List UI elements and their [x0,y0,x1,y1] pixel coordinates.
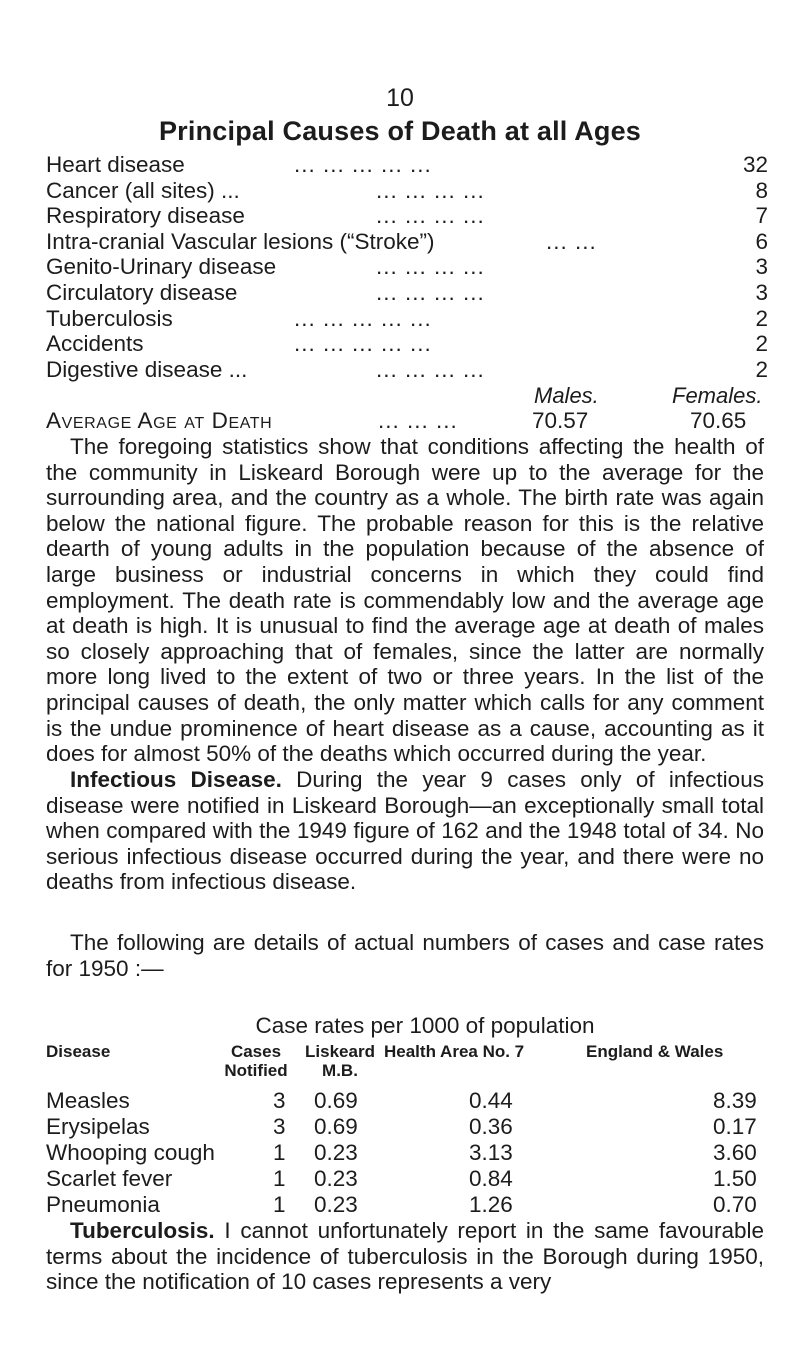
leader-dots: ... ... ... ... [376,254,485,280]
cause-count: 2 [755,331,768,357]
cause-label: Tuberculosis [46,305,173,331]
case-rates-title: Case rates per 1000 of population [255,1013,595,1038]
leader-dots: ... ... ... ... ... [294,331,432,357]
col-header-liskeard-line1: Liskeard [305,1042,375,1061]
cell-cases: 3 [273,1088,286,1113]
table-row [46,1088,768,1114]
cell-health-area: 1.26 [469,1192,513,1217]
cause-count: 2 [755,305,768,331]
average-age-row [46,408,768,434]
cell-cases: 1 [273,1140,286,1165]
case-rates-intro [46,930,764,981]
col-header-england: England & Wales [586,1042,724,1061]
cause-count: 3 [755,254,768,280]
cause-label: Digestive disease ... [46,356,248,382]
cause-row [46,306,768,332]
cause-count: 6 [755,228,768,254]
cell-cases: 3 [273,1114,286,1139]
cell-liskeard: 0.69 [314,1114,358,1139]
table-row [46,1192,768,1218]
cell-liskeard: 0.23 [314,1166,358,1191]
cause-label: Cancer (all sites) ... [46,177,240,203]
cell-health-area: 0.44 [469,1088,513,1113]
cell-cases: 1 [273,1166,286,1191]
leader-dots: ... ... ... ... [376,203,485,229]
leader-dots: ... ... ... [378,408,458,433]
cause-label: Genito-Urinary disease [46,254,277,280]
cause-label: Circulatory disease [46,279,238,305]
infectious-disease-heading: Infectious Disease. [70,767,282,792]
cause-row [46,280,768,306]
cause-row [46,229,768,255]
cell-health-area: 0.36 [469,1114,513,1139]
leader-dots: ... ... ... ... ... [294,152,432,177]
males-heading: Males. [534,383,599,408]
col-header-disease: Disease [46,1042,111,1061]
cause-count: 7 [755,203,768,229]
average-age-males: 70.57 [532,408,589,433]
females-heading: Females. [672,383,763,408]
cause-count: 3 [755,279,768,305]
cell-disease: Whooping cough [46,1140,215,1165]
page-heading: Principal Causes of Death at all Ages [158,116,642,146]
tuberculosis-heading: Tuberculosis. [70,1218,215,1243]
infectious-disease-paragraph [46,767,764,895]
cell-disease: Measles [46,1088,130,1113]
col-header-health-area: Health Area No. 7 [384,1042,525,1061]
cause-label: Heart disease [46,152,185,177]
case-rates-intro-text: The following are details of actual numbers of cases and case rates for 1950 :— [46,930,764,981]
infectious-disease-text: During the year 9 cases only of infectious disease were notified in Liskeard Borough—an exceptionally small total when compared with the 1949 figure of 162 and the 1948 total of 34. No serious infectious disease occurred during the year, and there were no deaths from infectious disease. [46,767,764,895]
cell-cases: 1 [273,1192,286,1217]
col-header-cases-line1: Cases [230,1042,282,1061]
cell-liskeard: 0.69 [314,1088,358,1113]
cell-disease: Erysipelas [46,1114,150,1139]
cause-row [46,178,768,204]
table-row [46,1114,768,1140]
statistics-paragraph [46,434,764,767]
cell-england: 1.50 [713,1166,757,1191]
cell-england: 8.39 [713,1088,757,1113]
cause-row [46,331,768,357]
table-row [46,1166,768,1192]
cause-row [46,254,768,280]
cell-health-area: 0.84 [469,1166,513,1191]
causes-list [46,152,768,382]
average-age-females: 70.65 [690,408,747,433]
cell-england: 0.17 [713,1114,757,1139]
page-number: 10 [386,84,414,112]
cause-label: Respiratory disease [46,203,245,229]
leader-dots: ... ... ... ... [376,356,485,382]
cell-liskeard: 0.23 [314,1192,358,1217]
tuberculosis-text: I cannot unfortunately report in the same favourable terms about the incidence of tuberculosis in the Borough during 1950, since the notification of 10 cases represents a very [46,1218,764,1295]
cause-label: Intra-cranial Vascular lesions (“Stroke”) [46,228,435,254]
cause-label: Accidents [46,331,144,357]
cause-count: 2 [755,356,768,382]
average-age-label: Average Age at Death [46,408,273,433]
tuberculosis-paragraph [46,1218,764,1295]
leader-dots: ... ... [546,228,597,254]
leader-dots: ... ... ... ... [376,177,485,203]
leader-dots: ... ... ... ... [376,279,485,305]
cause-row [46,357,768,383]
table-row [46,1140,768,1166]
cell-health-area: 3.13 [469,1140,513,1165]
cause-row [46,152,768,178]
cause-count: 32 [742,152,768,177]
cell-liskeard: 0.23 [314,1140,358,1165]
col-header-liskeard-line2: M.B. [322,1061,358,1080]
cell-england: 3.60 [713,1140,757,1165]
cell-england: 0.70 [713,1192,757,1217]
cause-row [46,203,768,229]
leader-dots: ... ... ... ... ... [294,305,432,331]
col-header-liskeard [300,1042,380,1080]
statistics-paragraph-text: The foregoing statistics show that conditions affecting the health of the community in Liskeard Borough were up to the average for the surrounding area, and the country as a whole. The birth rate was again below the national figure. The probable reason for this is the relative dearth of young adults in the population because of the absence of large business or industrial concerns in which they could find employment. The death rate is commendably low and the average age at death is high. It is unusual to find the average age at death of males so closely approaching that of females, since the latter are normally more long lived to the extent of two or three years. In the list of the principal causes of death, the only matter which calls for any comment is the undue prominence of heart disease as a cause, accounting as it does for almost 50% of the deaths which occurred during the year. [46,434,764,767]
cause-count: 8 [755,177,768,203]
col-header-cases [220,1042,292,1080]
cell-disease: Scarlet fever [46,1166,173,1191]
col-header-cases-line2: Notified [224,1061,288,1080]
cell-disease: Pneumonia [46,1192,160,1217]
